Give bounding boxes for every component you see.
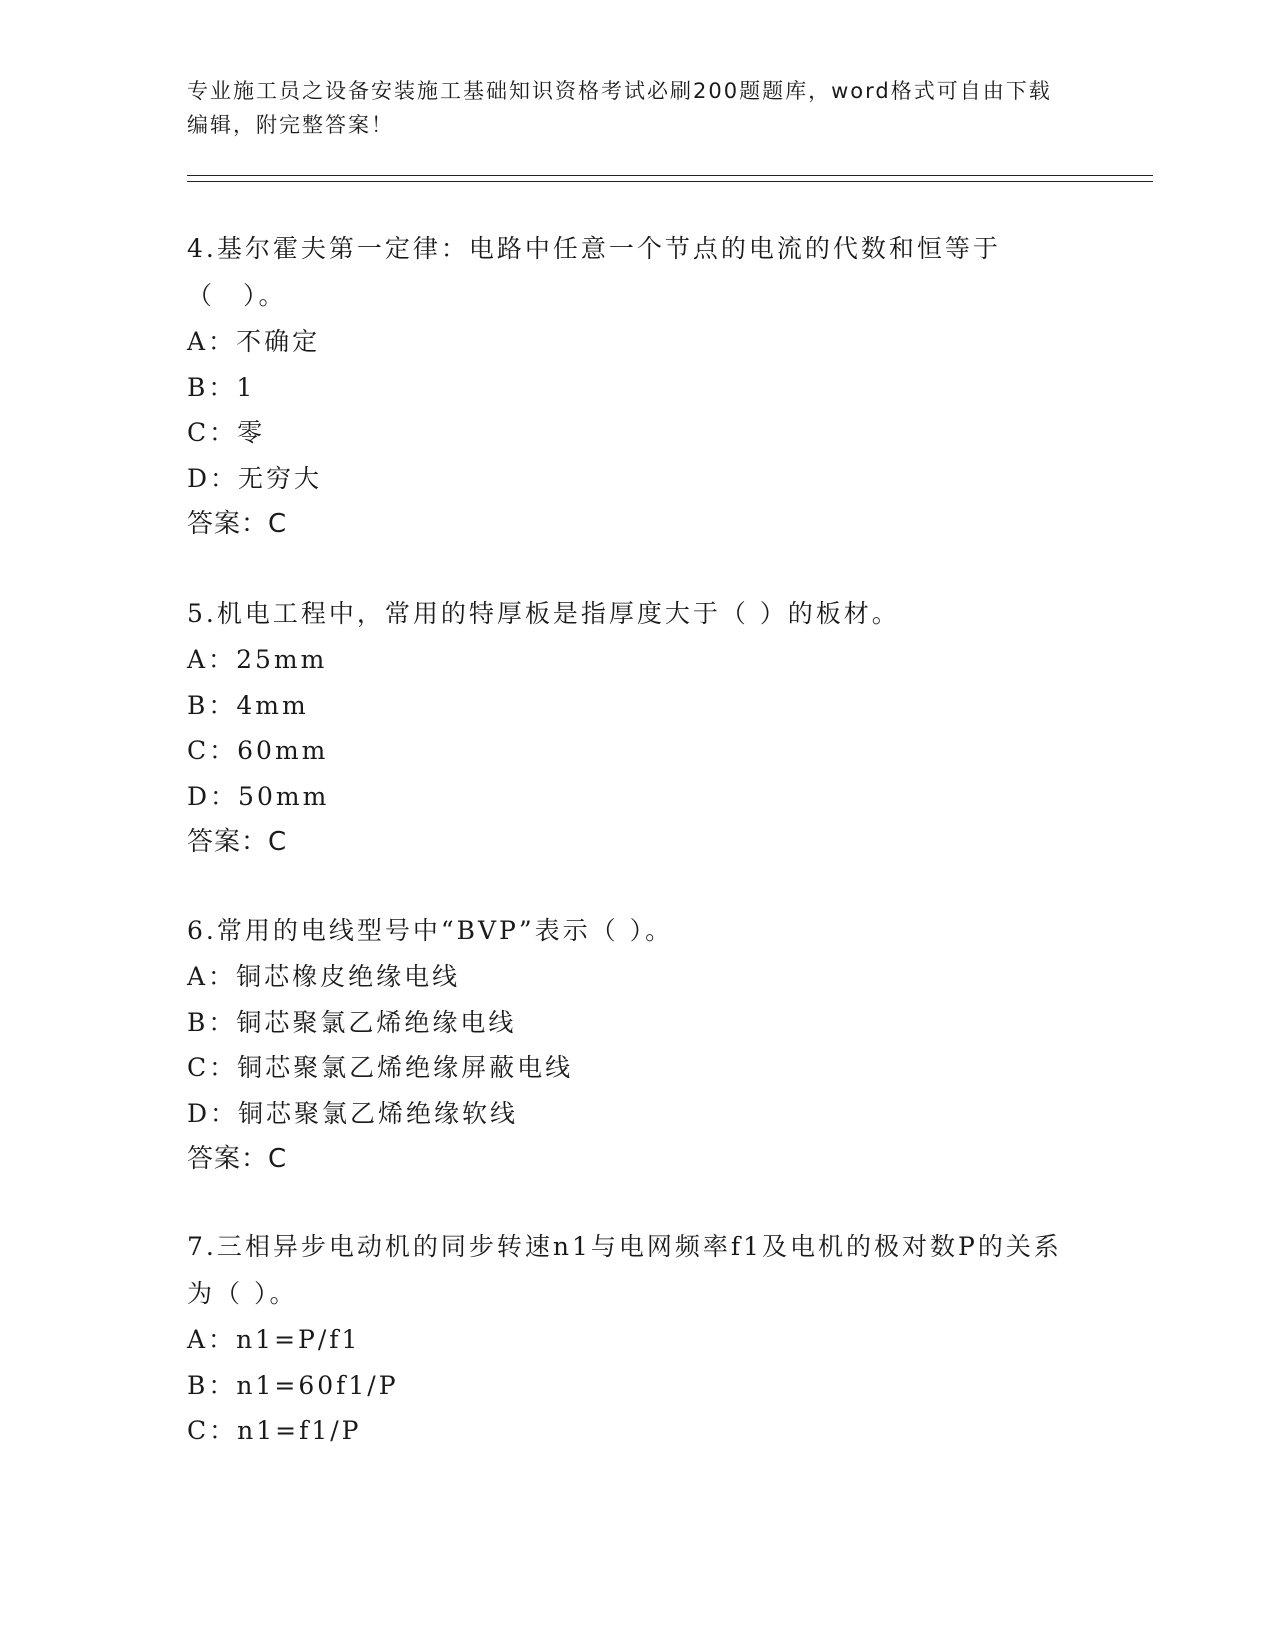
option-text: 铜芯橡皮绝缘电线	[236, 962, 461, 991]
option-b	[187, 683, 1067, 729]
option-key: A：	[187, 962, 237, 991]
option-key: A：	[187, 327, 237, 356]
option-text: 无穷大	[238, 463, 323, 493]
option-text: 铜芯聚氯乙烯绝缘软线	[238, 1098, 519, 1128]
option-d	[187, 456, 1067, 502]
question-7	[187, 1223, 1067, 1454]
question-6	[187, 907, 1067, 1182]
option-key: C：	[187, 1416, 238, 1445]
option-key: A：	[187, 1325, 237, 1354]
header-divider-bottom	[187, 181, 1153, 182]
answer-line: 答案：C	[187, 827, 288, 857]
option-text: 铜芯聚氯乙烯绝缘屏蔽电线	[237, 1053, 574, 1082]
option-d	[187, 1091, 1067, 1137]
option-d	[187, 774, 1067, 820]
option-text: 不确定	[236, 327, 321, 356]
option-text: 零	[237, 418, 266, 447]
option-key: D：	[187, 463, 239, 493]
option-text: 25mm	[236, 645, 328, 674]
option-text: 4mm	[236, 690, 309, 720]
option-c	[187, 1045, 1067, 1091]
question-stem: 5.机电工程中，常用的特厚板是指厚度大于（ ）的板材。	[187, 599, 900, 628]
option-text: n1=f1/P	[237, 1416, 362, 1445]
option-text: 60mm	[237, 736, 329, 765]
option-a	[187, 954, 1067, 1000]
option-text: 1	[236, 372, 256, 402]
question-stem: 7.三相异步电动机的同步转速n1与电网频率f1及电机的极对数P的关系为（ ）。	[187, 1232, 1062, 1308]
option-key: B：	[187, 372, 237, 402]
option-text: n1=60f1/P	[236, 1370, 399, 1400]
option-b	[187, 365, 1067, 411]
option-c	[187, 1408, 1067, 1454]
option-c	[187, 728, 1067, 774]
option-a	[187, 637, 1067, 683]
question-5	[187, 590, 1067, 865]
option-key: B：	[187, 1370, 237, 1400]
question-stem: 4.基尔霍夫第一定律：电路中任意一个节点的电流的代数和恒等于（ ）。	[187, 234, 1001, 310]
option-c	[187, 410, 1067, 456]
option-text: n1=P/f1	[236, 1325, 361, 1354]
option-key: D：	[187, 1098, 239, 1128]
option-text: 50mm	[238, 781, 330, 811]
header-divider-top	[187, 175, 1153, 176]
option-b	[187, 1363, 1067, 1409]
answer-line: 答案：C	[187, 1144, 288, 1174]
option-a	[187, 1317, 1067, 1363]
document-header: 专业施工员之设备安装施工基础知识资格考试必刷200题题库，word格式可自由下载编辑，附完整答案！	[187, 79, 1052, 137]
option-key: B：	[187, 690, 237, 720]
option-text: 铜芯聚氯乙烯绝缘电线	[236, 1007, 517, 1037]
answer-line: 答案：C	[187, 509, 288, 539]
option-key: D：	[187, 781, 239, 811]
option-key: C：	[187, 418, 238, 447]
option-a	[187, 319, 1067, 365]
question-4	[187, 225, 1067, 547]
option-b	[187, 1000, 1067, 1046]
option-key: B：	[187, 1007, 237, 1037]
option-key: A：	[187, 645, 237, 674]
question-stem: 6.常用的电线型号中“BVP”表示（ ）。	[187, 916, 674, 945]
option-key: C：	[187, 736, 238, 765]
option-key: C：	[187, 1053, 238, 1082]
